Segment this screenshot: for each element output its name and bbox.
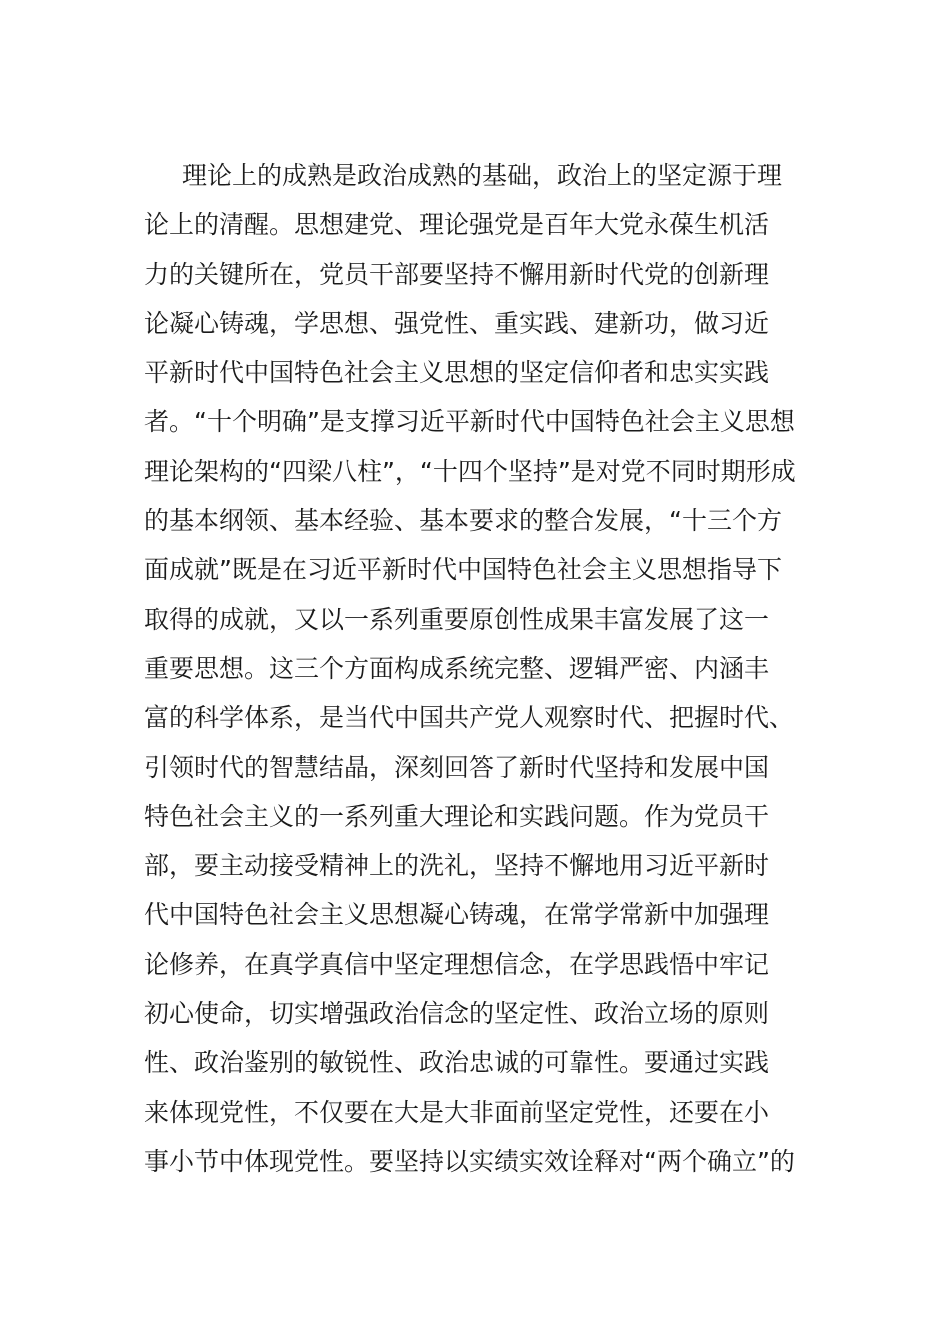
text-line: 特色社会主义的一系列重大理论和实践问题。作为党员干 [144, 801, 770, 831]
text-line: 性、政治鉴别的敏锐性、政治忠诚的可靠性。要通过实践 [144, 1048, 770, 1078]
text-line: 的基本纲领、基本经验、基本要求的整合发展，“十三个方 [144, 506, 782, 536]
text-line: 事小节中体现党性。要坚持以实绩实效诠释对“两个确立”的 [144, 1146, 795, 1176]
text-line: 论修养，在真学真信中坚定理想信念，在学思践悟中牢记 [144, 949, 770, 979]
text-line: 论上的清醒。思想建党、理论强党是百年大党永葆生机活 [144, 210, 770, 240]
body-paragraph [144, 151, 824, 1186]
text-line: 面成就”既是在习近平新时代中国特色社会主义思想指导下 [144, 555, 782, 585]
text-line: 平新时代中国特色社会主义思想的坚定信仰者和忠实实践 [144, 358, 770, 388]
text-line: 论凝心铸魂，学思想、强党性、重实践、建新功，做习近 [144, 308, 770, 338]
text-line: 取得的成就，又以一系列重要原创性成果丰富发展了这一 [144, 604, 770, 634]
text-line: 富的科学体系，是当代中国共产党人观察时代、把握时代、 [144, 703, 795, 733]
text-line: 初心使命，切实增强政治信念的坚定性、政治立场的原则 [144, 999, 770, 1029]
text-line: 理论上的成熟是政治成熟的基础，政治上的坚定源于理 [182, 161, 783, 190]
text-line: 引领时代的智慧结晶，深刻回答了新时代坚持和发展中国 [144, 752, 770, 782]
text-line: 部，要主动接受精神上的洗礼，坚持不懈地用习近平新时 [144, 851, 770, 881]
text-line: 理论架构的“四梁八柱”，“十四个坚持”是对党不同时期形成 [144, 456, 796, 486]
text-line: 力的关键所在，党员干部要坚持不懈用新时代党的创新理 [144, 259, 770, 289]
text-line: 者。“十个明确”是支撑习近平新时代中国特色社会主义思想 [144, 407, 795, 437]
text-line: 来体现党性，不仅要在大是大非面前坚定党性，还要在小 [144, 1097, 770, 1127]
text-line: 重要思想。这三个方面构成系统完整、逻辑严密、内涵丰 [144, 653, 770, 683]
text-line: 代中国特色社会主义思想凝心铸魂，在常学常新中加强理 [144, 900, 770, 930]
